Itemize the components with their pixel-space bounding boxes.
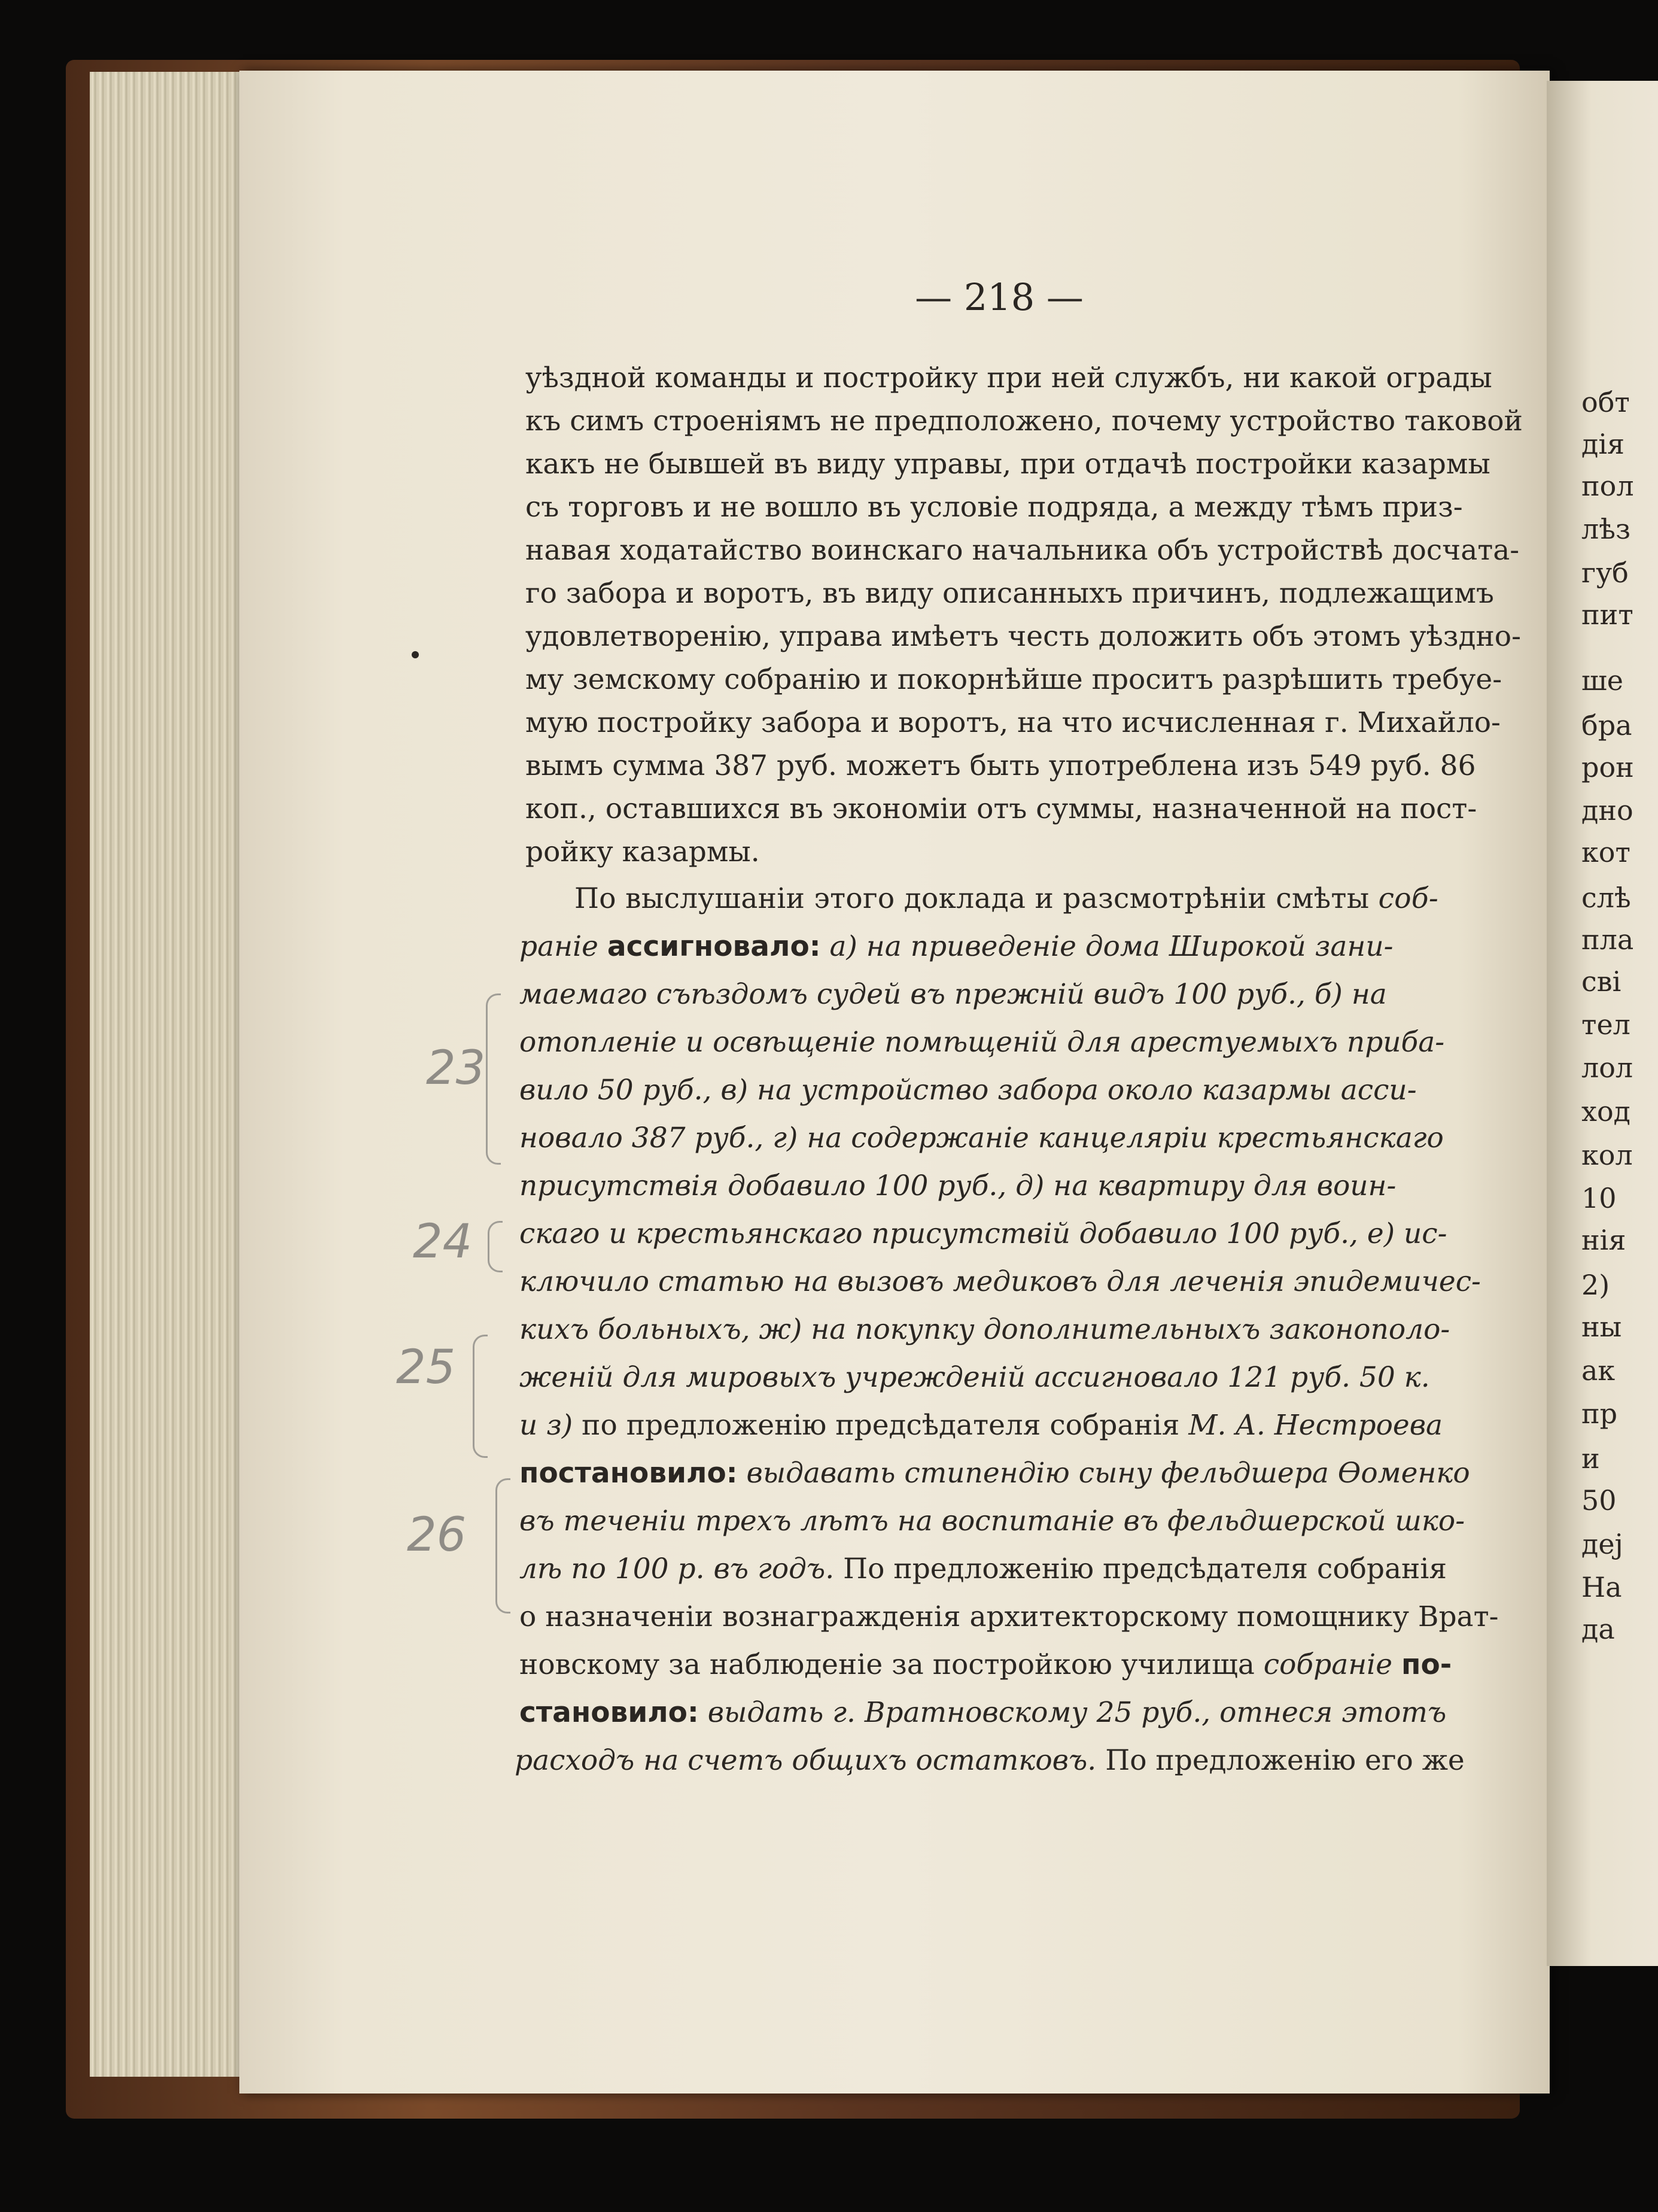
text-line: мую постройку забора и воротъ, на что исчисленная г. Михайло- — [525, 706, 1501, 739]
page-fragment: бра — [1581, 709, 1632, 742]
page-fragment: кот — [1581, 836, 1630, 868]
page-fragment: 50 — [1581, 1484, 1617, 1517]
page-fragment: пла — [1581, 923, 1634, 956]
page-fragment: и — [1581, 1442, 1600, 1475]
page-fragment: ны — [1581, 1311, 1622, 1343]
page-number: — 218 — — [915, 275, 1084, 319]
text-line: раніе ассигновало: а) на приведеніе дома Широкой зани- — [519, 930, 1394, 963]
page-fragment: губ — [1581, 557, 1629, 589]
margin-bracket — [488, 1221, 503, 1272]
page-fragment: кол — [1581, 1139, 1633, 1171]
text-line: ройку казармы. — [525, 835, 760, 868]
page-fragment: слѣ — [1581, 882, 1631, 914]
text-line: отопленіе и освѣщеніе помѣщеній для арестуемыхъ приба- — [519, 1026, 1445, 1059]
text-line: По выслушаніи этого доклада и разсмотрѣніи смѣты соб- — [574, 882, 1439, 915]
page-fragment: лѣз — [1581, 513, 1631, 545]
text-line: новскому за наблюденіе за постройкою училища собраніе по- — [519, 1648, 1452, 1681]
text-line: уѣздной команды и постройку при ней службъ, ни какой ограды — [525, 361, 1492, 394]
page-fragment: пр — [1581, 1397, 1618, 1430]
text-line: новало 387 руб., г) на содержаніе канцеляріи крестьянскаго — [519, 1122, 1444, 1154]
margin-bracket — [486, 993, 501, 1165]
text-line: го забора и воротъ, въ виду описанныхъ причинъ, подлежащимъ — [525, 577, 1494, 610]
text-line: расходъ на счетъ общихъ остатковъ. По предложенію его же — [515, 1744, 1465, 1777]
page-fragment: пол — [1581, 470, 1634, 502]
text-line: женій для мировыхъ учрежденій ассигновало 121 руб. 50 к. — [519, 1361, 1430, 1394]
margin-note: 23 — [426, 1041, 486, 1095]
margin-bracket — [473, 1335, 488, 1458]
page-fragment: деј — [1581, 1528, 1623, 1560]
text-line: какъ не бывшей въ виду управы, при отдачѣ постройки казармы — [525, 448, 1490, 481]
page-fragment: тел — [1581, 1008, 1630, 1041]
page-fragment: 10 — [1581, 1182, 1617, 1214]
page-fragment: ход — [1581, 1095, 1630, 1128]
text-line: и з) по предложенію предсѣдателя собранія М. А. Нестроева — [519, 1409, 1443, 1442]
text-line: постановило: выдавать стипендію сыну фельдшера Ѳоменко — [519, 1457, 1470, 1490]
page-fragment: пит — [1581, 598, 1633, 631]
text-line: маемаго съѣздомъ судей въ прежній видъ 100 руб., б) на — [519, 978, 1387, 1011]
text-line: удовлетворенію, управа имѣетъ честь доложить объ этомъ уѣздно- — [525, 620, 1521, 653]
page-fragment: сві — [1581, 965, 1622, 998]
text-line: присутствія добавило 100 руб., д) на квартиру для воин- — [519, 1169, 1397, 1202]
margin-note: 24 — [413, 1215, 473, 1269]
page-fragment: да — [1581, 1613, 1615, 1645]
margin-bracket — [495, 1478, 510, 1614]
adjacent-page — [1547, 81, 1658, 1966]
text-line: скаго и крестьянскаго присутствій добавило 100 руб., е) ис- — [519, 1217, 1447, 1250]
text-line: о назначеніи вознагражденія архитекторскому помощнику Врат- — [519, 1600, 1499, 1633]
text-line: кихъ больныхъ, ж) на покупку дополнительныхъ законополо- — [519, 1313, 1450, 1346]
page-fragment: обт — [1581, 386, 1630, 418]
text-line: вымъ сумма 387 руб. можетъ быть употреблена изъ 549 руб. 86 — [525, 749, 1476, 782]
page-fragment: лол — [1581, 1052, 1633, 1084]
page-fragment: 2) — [1581, 1269, 1610, 1301]
ink-dot — [412, 651, 419, 658]
margin-note: 26 — [407, 1508, 467, 1562]
text-line: ключило статью на вызовъ медиковъ для леченія эпидемичес- — [519, 1265, 1481, 1298]
text-line: къ симъ строеніямъ не предположено, почему устройство таковой — [525, 405, 1523, 437]
text-line: становило: выдать г. Вратновскому 25 руб., отнеся этотъ — [519, 1696, 1447, 1729]
text-line: съ торговъ и не вошло въ условіе подряда, а между тѣмъ приз- — [525, 491, 1463, 524]
page-fragment: ак — [1581, 1354, 1616, 1387]
page-fragment: На — [1581, 1571, 1622, 1603]
text-line: му земскому собранію и покорнѣйше проситъ разрѣшить требуе- — [525, 663, 1502, 696]
page-fragment: дія — [1581, 428, 1625, 460]
text-line: въ теченіи трехъ лѣтъ на воспитаніе въ фельдшерской шко- — [519, 1505, 1465, 1538]
text-line: коп., оставшихся въ экономіи отъ суммы, назначенной на пост- — [525, 792, 1477, 825]
page-fragment: ше — [1581, 664, 1623, 697]
text-line: навая ходатайство воинскаго начальника объ устройствѣ досчата- — [525, 534, 1520, 567]
page-fragment: рон — [1581, 751, 1634, 783]
page-fragment: нія — [1581, 1224, 1626, 1256]
page-fragment: дно — [1581, 794, 1633, 827]
text-line: вило 50 руб., в) на устройство забора около казармы асси- — [519, 1074, 1417, 1107]
text-line: лѣ по 100 р. въ годъ. По предложенію предсѣдателя собранія — [519, 1552, 1447, 1585]
margin-note: 25 — [396, 1341, 456, 1394]
